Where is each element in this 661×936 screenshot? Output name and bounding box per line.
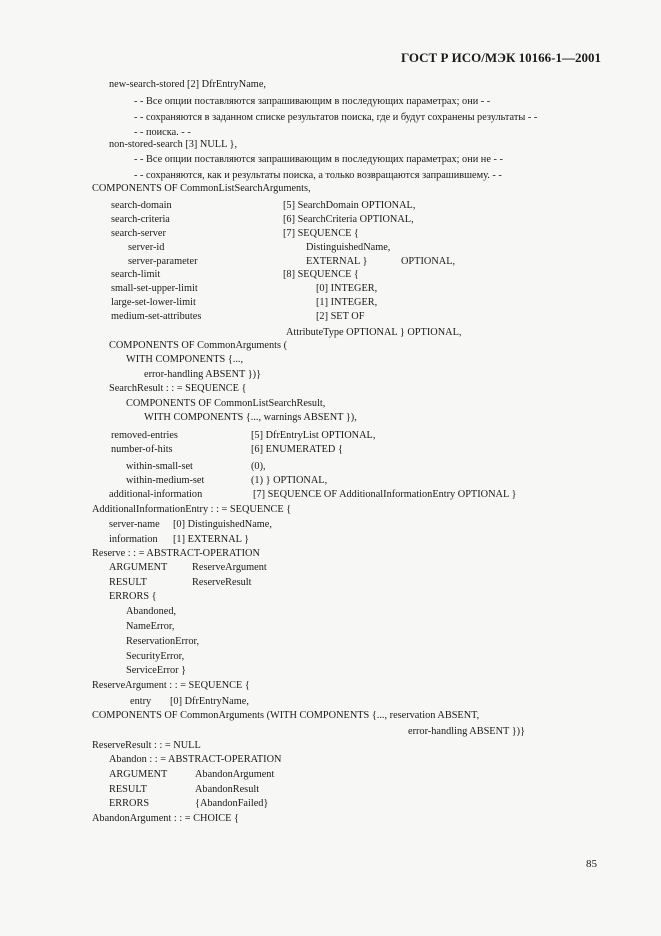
code-text: [7] SEQUENCE OF AdditionalInformationEntry OPTIONAL }: [253, 489, 517, 500]
code-text: ReservationError,: [126, 636, 200, 647]
code-text: [1] EXTERNAL }: [173, 534, 250, 545]
code-text: server-id: [128, 242, 165, 253]
code-text: RESULT: [109, 577, 147, 588]
code-text: COMPONENTS OF CommonArguments (: [109, 340, 288, 351]
code-text: SecurityError,: [126, 651, 185, 662]
code-text: [6] ENUMERATED {: [251, 444, 343, 455]
code-text: within-medium-set: [126, 475, 205, 486]
code-text: ARGUMENT: [109, 769, 168, 780]
code-text: information: [109, 534, 158, 545]
code-text: error-handling ABSENT })}: [408, 726, 526, 737]
code-text: RESULT: [109, 784, 147, 795]
code-text: - - сохраняются, как и результаты поиска, а только возвращаются запрашившему. - -: [134, 170, 502, 181]
code-text: DistinguishedName,: [306, 242, 391, 253]
code-text: [5] SearchDomain OPTIONAL,: [283, 200, 416, 211]
code-text: [7] SEQUENCE {: [283, 228, 359, 239]
code-text: server-parameter: [128, 256, 198, 267]
code-text: EXTERNAL }: [306, 256, 368, 267]
page-number: 85: [586, 858, 597, 870]
code-text: COMPONENTS OF CommonListSearchResult,: [126, 398, 326, 409]
code-text: ARGUMENT: [109, 562, 168, 573]
code-text: SearchResult : : = SEQUENCE {: [109, 383, 247, 394]
code-text: ERRORS {: [109, 591, 157, 602]
code-text: removed-entries: [111, 430, 178, 441]
code-text: ServiceError }: [126, 665, 187, 676]
code-text: {AbandonFailed}: [195, 798, 269, 809]
code-text: non-stored-search [3] NULL },: [109, 139, 238, 150]
code-text: [0] INTEGER,: [316, 283, 378, 294]
code-text: ERRORS: [109, 798, 150, 809]
code-text: search-limit: [111, 269, 161, 280]
code-text: small-set-upper-limit: [111, 283, 198, 294]
code-text: new-search-stored [2] DfrEntryName,: [109, 79, 266, 90]
code-text: ReserveResult: [192, 577, 252, 588]
code-text: [0] DistinguishedName,: [173, 519, 272, 530]
code-text: AbandonArgument: [195, 769, 275, 780]
code-text: error-handling ABSENT })}: [144, 369, 262, 380]
code-text: [2] SET OF: [316, 311, 365, 322]
code-text: entry: [130, 696, 152, 707]
code-text: ReserveResult : : = NULL: [92, 740, 201, 751]
code-text: ReserveArgument: [192, 562, 267, 573]
code-text: additional-information: [109, 489, 203, 500]
code-text: (1) } OPTIONAL,: [251, 475, 328, 486]
code-text: within-small-set: [126, 461, 193, 472]
code-text: WITH COMPONENTS {..., warnings ABSENT }),: [144, 412, 357, 423]
code-text: - - сохраняются в заданном списке результатов поиска, где и будут сохранены результаты - -: [134, 112, 538, 123]
code-text: server-name: [109, 519, 160, 530]
page-header: ГОСТ Р ИСО/МЭК 10166-1—2001: [400, 50, 601, 65]
code-text: AbandonResult: [195, 784, 260, 795]
code-text: Reserve : : = ABSTRACT-OPERATION: [92, 548, 260, 559]
code-text: large-set-lower-limit: [111, 297, 196, 308]
code-text: search-domain: [111, 200, 172, 211]
code-text: NameError,: [126, 621, 175, 632]
code-text: (0),: [251, 461, 266, 472]
code-text: [8] SEQUENCE {: [283, 269, 359, 280]
code-text: [6] SearchCriteria OPTIONAL,: [283, 214, 414, 225]
code-text: COMPONENTS OF CommonListSearchArguments,: [92, 183, 311, 194]
code-text: AdditionalInformationEntry : : = SEQUENCE {: [92, 504, 292, 515]
code-text: COMPONENTS OF CommonArguments (WITH COMPONENTS {..., reservation ABSENT,: [92, 710, 480, 721]
code-text: search-server: [111, 228, 166, 239]
code-text: AttributeType OPTIONAL } OPTIONAL,: [286, 327, 462, 338]
code-text: - - поиска. - -: [134, 127, 191, 138]
code-text: WITH COMPONENTS {...,: [126, 354, 244, 365]
code-text: Abandon : : = ABSTRACT-OPERATION: [109, 754, 282, 765]
code-text: Abandoned,: [126, 606, 177, 617]
code-text: number-of-hits: [111, 444, 173, 455]
code-text: [1] INTEGER,: [316, 297, 378, 308]
code-text: - - Все опции поставляются запрашивающим в последующих параметрах; они - -: [134, 96, 491, 107]
code-text: AbandonArgument : : = CHOICE {: [92, 813, 239, 824]
code-text: medium-set-attributes: [111, 311, 202, 322]
code-text: search-criteria: [111, 214, 170, 225]
code-text: [0] DfrEntryName,: [170, 696, 249, 707]
code-text: OPTIONAL,: [401, 256, 456, 267]
code-text: - - Все опции поставляются запрашивающим в последующих параметрах; они не - -: [134, 154, 503, 165]
code-text: ReserveArgument : : = SEQUENCE {: [92, 680, 250, 691]
code-text: [5] DfrEntryList OPTIONAL,: [251, 430, 376, 441]
